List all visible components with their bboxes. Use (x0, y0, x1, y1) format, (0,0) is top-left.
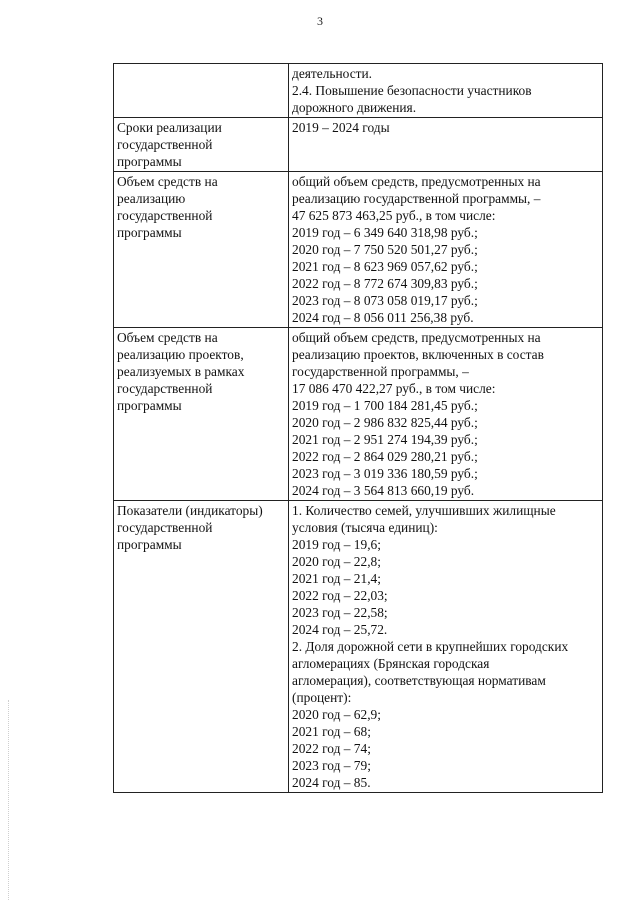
value-line: 2021 год – 21,4; (292, 571, 381, 586)
value-line: 2024 год – 85. (292, 775, 371, 790)
label-line: Объем средств на (117, 174, 218, 189)
row-value-cell (289, 64, 603, 118)
row-label-cell (114, 64, 289, 118)
value-line: 2020 год – 62,9; (292, 707, 381, 722)
table-row-implementation-period (114, 118, 603, 172)
label-line: Объем средств на (117, 330, 218, 345)
label-line: программы (117, 537, 182, 552)
value-line: общий объем средств, предусмотренных на (292, 330, 541, 345)
table-row-projects-funding (114, 328, 603, 501)
value-line: 17 086 470 422,27 руб., в том числе: (292, 381, 496, 396)
value-line: 2022 год – 74; (292, 741, 371, 756)
label-line: реализуемых в рамках (117, 364, 245, 379)
value-line: 2019 год – 1 700 184 281,45 руб.; (292, 398, 478, 413)
value-line: 2022 год – 22,03; (292, 588, 388, 603)
value-line: агломерациях (Брянская городская (292, 656, 490, 671)
value-line: 2019 – 2024 годы (292, 120, 390, 135)
label-line: программы (117, 225, 182, 240)
value-line: реализацию проектов, включенных в состав (292, 347, 544, 362)
label-line: государственной (117, 137, 213, 152)
label-line: государственной (117, 381, 213, 396)
label-line: государственной (117, 520, 213, 535)
value-line: 2. Доля дорожной сети в крупнейших городских (292, 639, 569, 654)
value-line: 2023 год – 8 073 058 019,17 руб.; (292, 293, 478, 308)
value-line: агломерация), соответствующая нормативам (292, 673, 546, 688)
page-number: 3 (317, 14, 323, 28)
label-line: программы (117, 154, 182, 169)
table-row-program-funding (114, 172, 603, 328)
label-line: государственной (117, 208, 213, 223)
row-value-cell (289, 172, 603, 328)
label-line: Показатели (индикаторы) (117, 503, 263, 518)
value-line: 2021 год – 68; (292, 724, 371, 739)
value-line: 2023 год – 3 019 336 180,59 руб.; (292, 466, 478, 481)
value-line: 2019 год – 6 349 640 318,98 руб.; (292, 225, 478, 240)
value-line: 2019 год – 19,6; (292, 537, 381, 552)
label-line: программы (117, 398, 182, 413)
value-line: 2020 год – 2 986 832 825,44 руб.; (292, 415, 478, 430)
row-value-cell (289, 501, 603, 793)
row-label-cell (114, 328, 289, 501)
value-line: общий объем средств, предусмотренных на (292, 174, 541, 189)
value-line: дорожного движения. (292, 100, 417, 115)
value-line: условия (тысяча единиц): (292, 520, 438, 535)
value-line: 2.4. Повышение безопасности участников (292, 83, 532, 98)
value-line: 47 625 873 463,25 руб., в том числе: (292, 208, 496, 223)
row-label-cell (114, 172, 289, 328)
table-row-goals-continuation (114, 64, 603, 118)
label-line: реализацию проектов, (117, 347, 244, 362)
value-line: реализацию государственной программы, – (292, 191, 541, 206)
table-row-indicators (114, 501, 603, 793)
value-line: 2020 год – 22,8; (292, 554, 381, 569)
value-line: 2021 год – 8 623 969 057,62 руб.; (292, 259, 478, 274)
value-line: 2021 год – 2 951 274 194,39 руб.; (292, 432, 478, 447)
label-line: реализацию (117, 191, 186, 206)
label-line: Сроки реализации (117, 120, 222, 135)
row-label-cell (114, 118, 289, 172)
value-line: 2024 год – 3 564 813 660,19 руб. (292, 483, 475, 498)
value-line: 1. Количество семей, улучшивших жилищные (292, 503, 556, 518)
value-line: государственной программы, – (292, 364, 469, 379)
value-line: 2024 год – 8 056 011 256,38 руб. (292, 310, 474, 325)
scan-margin-artifact (8, 700, 13, 900)
value-line: 2022 год – 8 772 674 309,83 руб.; (292, 276, 478, 291)
value-line: деятельности. (292, 66, 373, 81)
row-value-cell (289, 328, 603, 501)
value-line: 2023 год – 79; (292, 758, 371, 773)
value-line: 2023 год – 22,58; (292, 605, 388, 620)
row-label-cell (114, 501, 289, 793)
value-line: 2020 год – 7 750 520 501,27 руб.; (292, 242, 478, 257)
row-value-cell (289, 118, 603, 172)
value-line: 2024 год – 25,72. (292, 622, 388, 637)
value-line: (процент): (292, 690, 352, 705)
program-passport-table (113, 63, 603, 793)
value-line: 2022 год – 2 864 029 280,21 руб.; (292, 449, 478, 464)
